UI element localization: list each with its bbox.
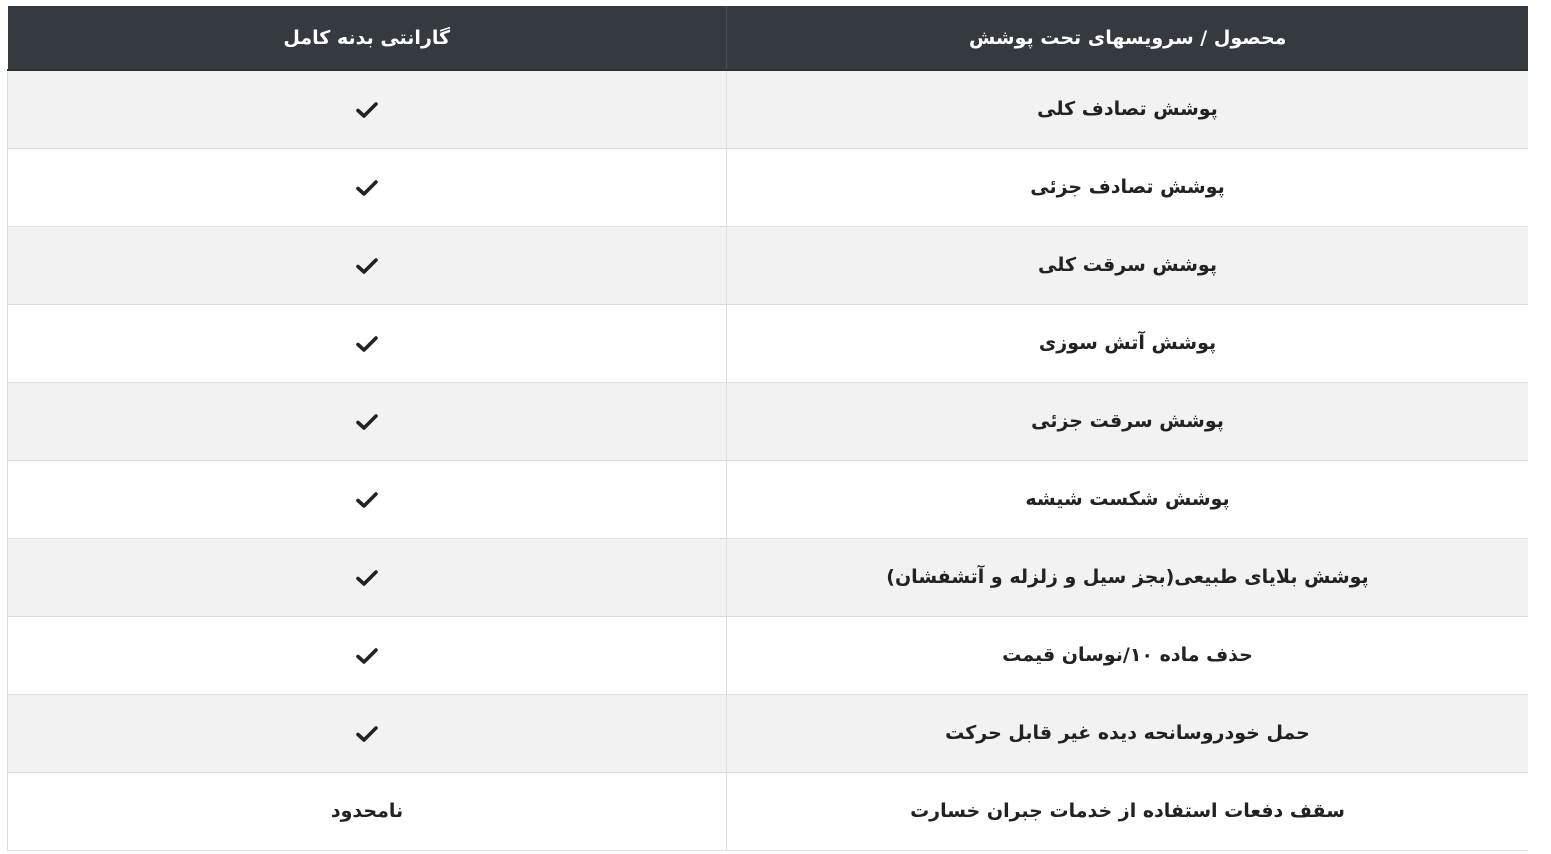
service-cell xyxy=(727,694,1529,772)
header-guarantee: گارانتی بدنه کامل xyxy=(8,6,727,70)
service-label: پوشش بلایای طبیعی(بجز سیل و زلزله و آتشفشان) xyxy=(886,566,1369,588)
service-cell xyxy=(727,226,1529,304)
table-row xyxy=(8,226,1529,304)
table-row xyxy=(8,772,1529,850)
service-label: حمل خودروسانحه دیده غیر قابل حرکت xyxy=(945,722,1310,744)
service-label: حذف ماده ۱۰/نوسان قیمت xyxy=(1002,644,1253,666)
table-row xyxy=(8,460,1529,538)
service-cell xyxy=(727,616,1529,694)
service-label: پوشش شکست شیشه xyxy=(1025,488,1230,510)
service-label: سقف دفعات استفاده از خدمات جبران خسارت xyxy=(910,800,1345,822)
guarantee-cell xyxy=(8,616,727,694)
service-cell xyxy=(727,460,1529,538)
guarantee-cell xyxy=(8,460,727,538)
check-icon xyxy=(356,179,378,197)
service-cell xyxy=(727,772,1529,850)
guarantee-cell xyxy=(8,538,727,616)
table-row xyxy=(8,304,1529,382)
guarantee-cell xyxy=(8,70,727,148)
header-row xyxy=(8,6,1529,70)
table-row xyxy=(8,694,1529,772)
service-cell xyxy=(727,304,1529,382)
check-icon xyxy=(356,569,378,587)
guarantee-cell xyxy=(8,772,727,850)
table-header xyxy=(8,6,1529,70)
coverage-table xyxy=(7,6,1528,851)
table-row xyxy=(8,148,1529,226)
table-body xyxy=(8,70,1529,850)
guarantee-cell xyxy=(8,226,727,304)
table-row xyxy=(8,382,1529,460)
service-cell xyxy=(727,148,1529,226)
service-label: پوشش سرقت کلی xyxy=(1038,254,1217,276)
check-icon xyxy=(356,101,378,119)
service-label: پوشش سرقت جزئی xyxy=(1031,410,1224,432)
check-icon xyxy=(356,335,378,353)
coverage-table-container xyxy=(7,6,1528,854)
check-icon xyxy=(356,491,378,509)
guarantee-cell xyxy=(8,304,727,382)
header-service: محصول / سرویسهای تحت پوشش xyxy=(727,6,1529,70)
check-icon xyxy=(356,725,378,743)
guarantee-cell xyxy=(8,382,727,460)
service-label: پوشش تصادف کلی xyxy=(1037,98,1218,121)
check-icon xyxy=(356,647,378,665)
guarantee-cell xyxy=(8,694,727,772)
guarantee-cell xyxy=(8,148,727,226)
check-icon xyxy=(356,413,378,431)
table-row xyxy=(8,70,1529,148)
check-icon xyxy=(356,257,378,275)
service-cell xyxy=(727,538,1529,616)
service-cell xyxy=(727,70,1529,148)
table-row xyxy=(8,616,1529,694)
service-label: پوشش آتش سوزی xyxy=(1038,332,1217,354)
guarantee-value: نامحدود xyxy=(330,800,404,822)
service-label: پوشش تصادف جزئی xyxy=(1030,176,1225,198)
service-cell xyxy=(727,382,1529,460)
table-row xyxy=(8,538,1529,616)
